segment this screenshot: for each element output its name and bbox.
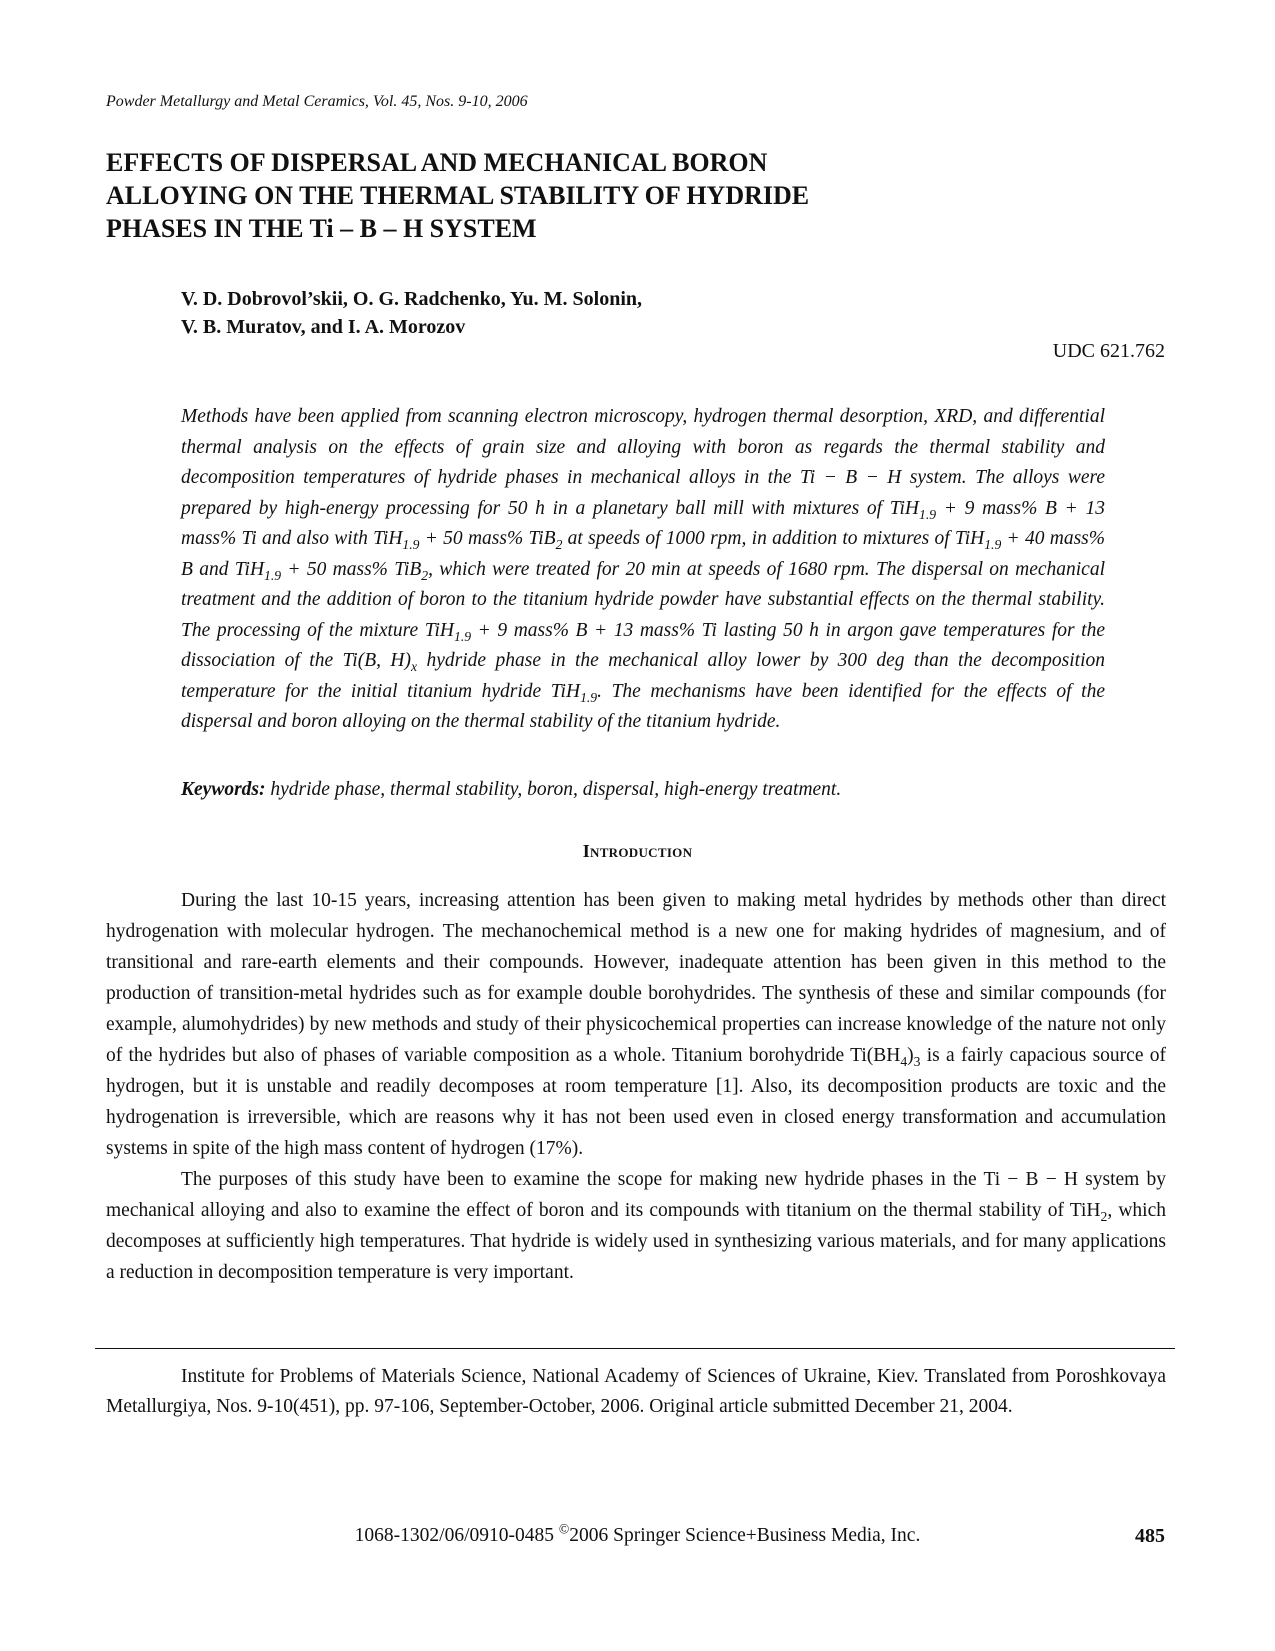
title-line: EFFECTS OF DISPERSAL AND MECHANICAL BORON [106,148,768,177]
author-line: V. B. Muratov, and I. A. Morozov [181,316,466,338]
copyright-line [0,1521,1275,1547]
journal-citation: Powder Metallurgy and Metal Ceramics, Vol. 45, Nos. 9-10, 2006 [106,93,528,110]
abstract [181,402,1105,738]
title-line: PHASES IN THE Ti – B – H SYSTEM [106,214,537,243]
subscript: 3 [913,1053,921,1069]
abstract-text: + 9 mass% B + 13 mass% Ti lasting 50 h in argon gave temperatures for the dissociation of the Ti(B, H) [181,619,1105,671]
paragraph [106,885,1166,1164]
abstract-text: at speeds of 1000 rpm, in addition to mixtures of TiH [562,528,985,549]
abstract-text: + 9 mass% B + 13 mass% Ti and also with TiH [181,497,1105,549]
subscript: 1.9 [264,567,282,583]
keywords-label: Keywords: [181,779,266,800]
subscript: 1.9 [919,506,937,522]
subscript: 1.9 [402,536,420,552]
subscript: 4 [900,1053,908,1069]
subscript: 1.9 [984,536,1002,552]
keywords [181,776,1105,804]
subscript: 2 [1100,1208,1108,1224]
issn-code: 1068-1302/06/0910-0485 [354,1525,559,1546]
publisher: 2006 Springer Science+Business Media, Inc. [569,1525,921,1546]
abstract-text: + 50 mass% TiB [419,528,556,549]
article-title [106,146,1006,245]
subscript: 2 [421,567,429,583]
abstract-text: . The mechanisms have been identified for the effects of the dispersal and boron alloying on the thermal stability of the titanium hydride. [181,680,1105,732]
subscript: x [411,658,418,674]
page-number: 485 [1135,1525,1165,1547]
abstract-text: hydride phase in the mechanical alloy lower by 300 deg than the decomposition temperature for the initial titanium hydride TiH [181,650,1105,702]
affiliation-footnote: Institute for Problems of Materials Science, National Academy of Sciences of Ukraine, Kiev. Translated from Poroshkovaya Metallurgiya, Nos. 9-10(451), pp. 97-106, September-October, 2006. Original article submitted December 21, 2004. [106,1366,1166,1417]
abstract-text: Methods have been applied from scanning electron microscopy, hydrogen thermal desorption, XRD, and differential thermal analysis on the effects of grain size and alloying with boron as regards the thermal stability and decomposition temperatures of hydride phases in mechanical alloys in the Ti − B − H system. The alloys were prepared by high-energy processing for 50 h in a planetary ball mill with mixtures of TiH [181,406,1105,519]
footnote-divider [95,1348,1175,1349]
keywords-text: hydride phase, thermal stability, boron, dispersal, high-energy treatment. [265,779,842,800]
paragraph-text: , which decomposes at sufficiently high temperatures. That hydride is widely used in synthesizing various materials, and for many applications a reduction in decomposition temperature is very important. [106,1200,1167,1283]
paragraph-text: is a fairly capacious source of hydrogen, but it is unstable and readily decomposes at room temperature [1]. Also, its decomposition products are toxic and the hydrogenation is irreversible, which are reasons why it has not been used even in closed energy transformation and accumulation systems in spite of the high mass content of hydrogen (17%). [106,1045,1166,1159]
paragraph-text: The purposes of this study have been to examine the scope for making new hydride phases in the Ti − B − H system by mechanical alloying and also to examine the effect of boron and its compounds with titanium on the thermal stability of TiH [106,1169,1166,1221]
udc-code: UDC 621.762 [1052,340,1165,362]
abstract-text: + 40 mass% B and TiH [181,528,1106,580]
section-heading-introduction: Introduction [582,841,693,861]
author-line: V. D. Dobrovol’skii, O. G. Radchenko, Yu. M. Solonin, [181,288,643,310]
paragraph [106,1164,1166,1288]
title-line: ALLOYING ON THE THERMAL STABILITY OF HYDRIDE [106,181,810,210]
paragraph-text: During the last 10-15 years, increasing attention has been given to making metal hydrides by methods other than direct hydrogenation with molecular hydrogen. The mechanochemical method is a new one for making hydrides of magnesium, and of transitional and rare-earth elements and their compounds. However, inadequate attention has been given in this method to the production of transition-metal hydrides such as for example double borohydrides. The synthesis of these and similar compounds (for example, alumohydrides) by new methods and study of their physicochemical properties can increase knowledge of the nature not only of the hydrides but also of phases of variable composition as a whole. Titanium borohydride Ti(BH [106,890,1166,1066]
author-list [181,285,642,341]
subscript: 2 [555,536,563,552]
abstract-text: + 50 mass% TiB [281,558,422,580]
copyright-symbol: © [558,1521,570,1537]
subscript: 1.9 [454,628,472,644]
paragraph-text: ) [907,1045,914,1066]
abstract-text: , which were treated for 20 min at speeds of 1680 rpm. The dispersal on mechanical treatment and the addition of boron to the titanium hydride powder have substantial effects on the thermal stability. The processing of the mixture TiH [181,558,1105,641]
subscript: 1.9 [580,689,598,705]
introduction-body [106,885,1166,1288]
